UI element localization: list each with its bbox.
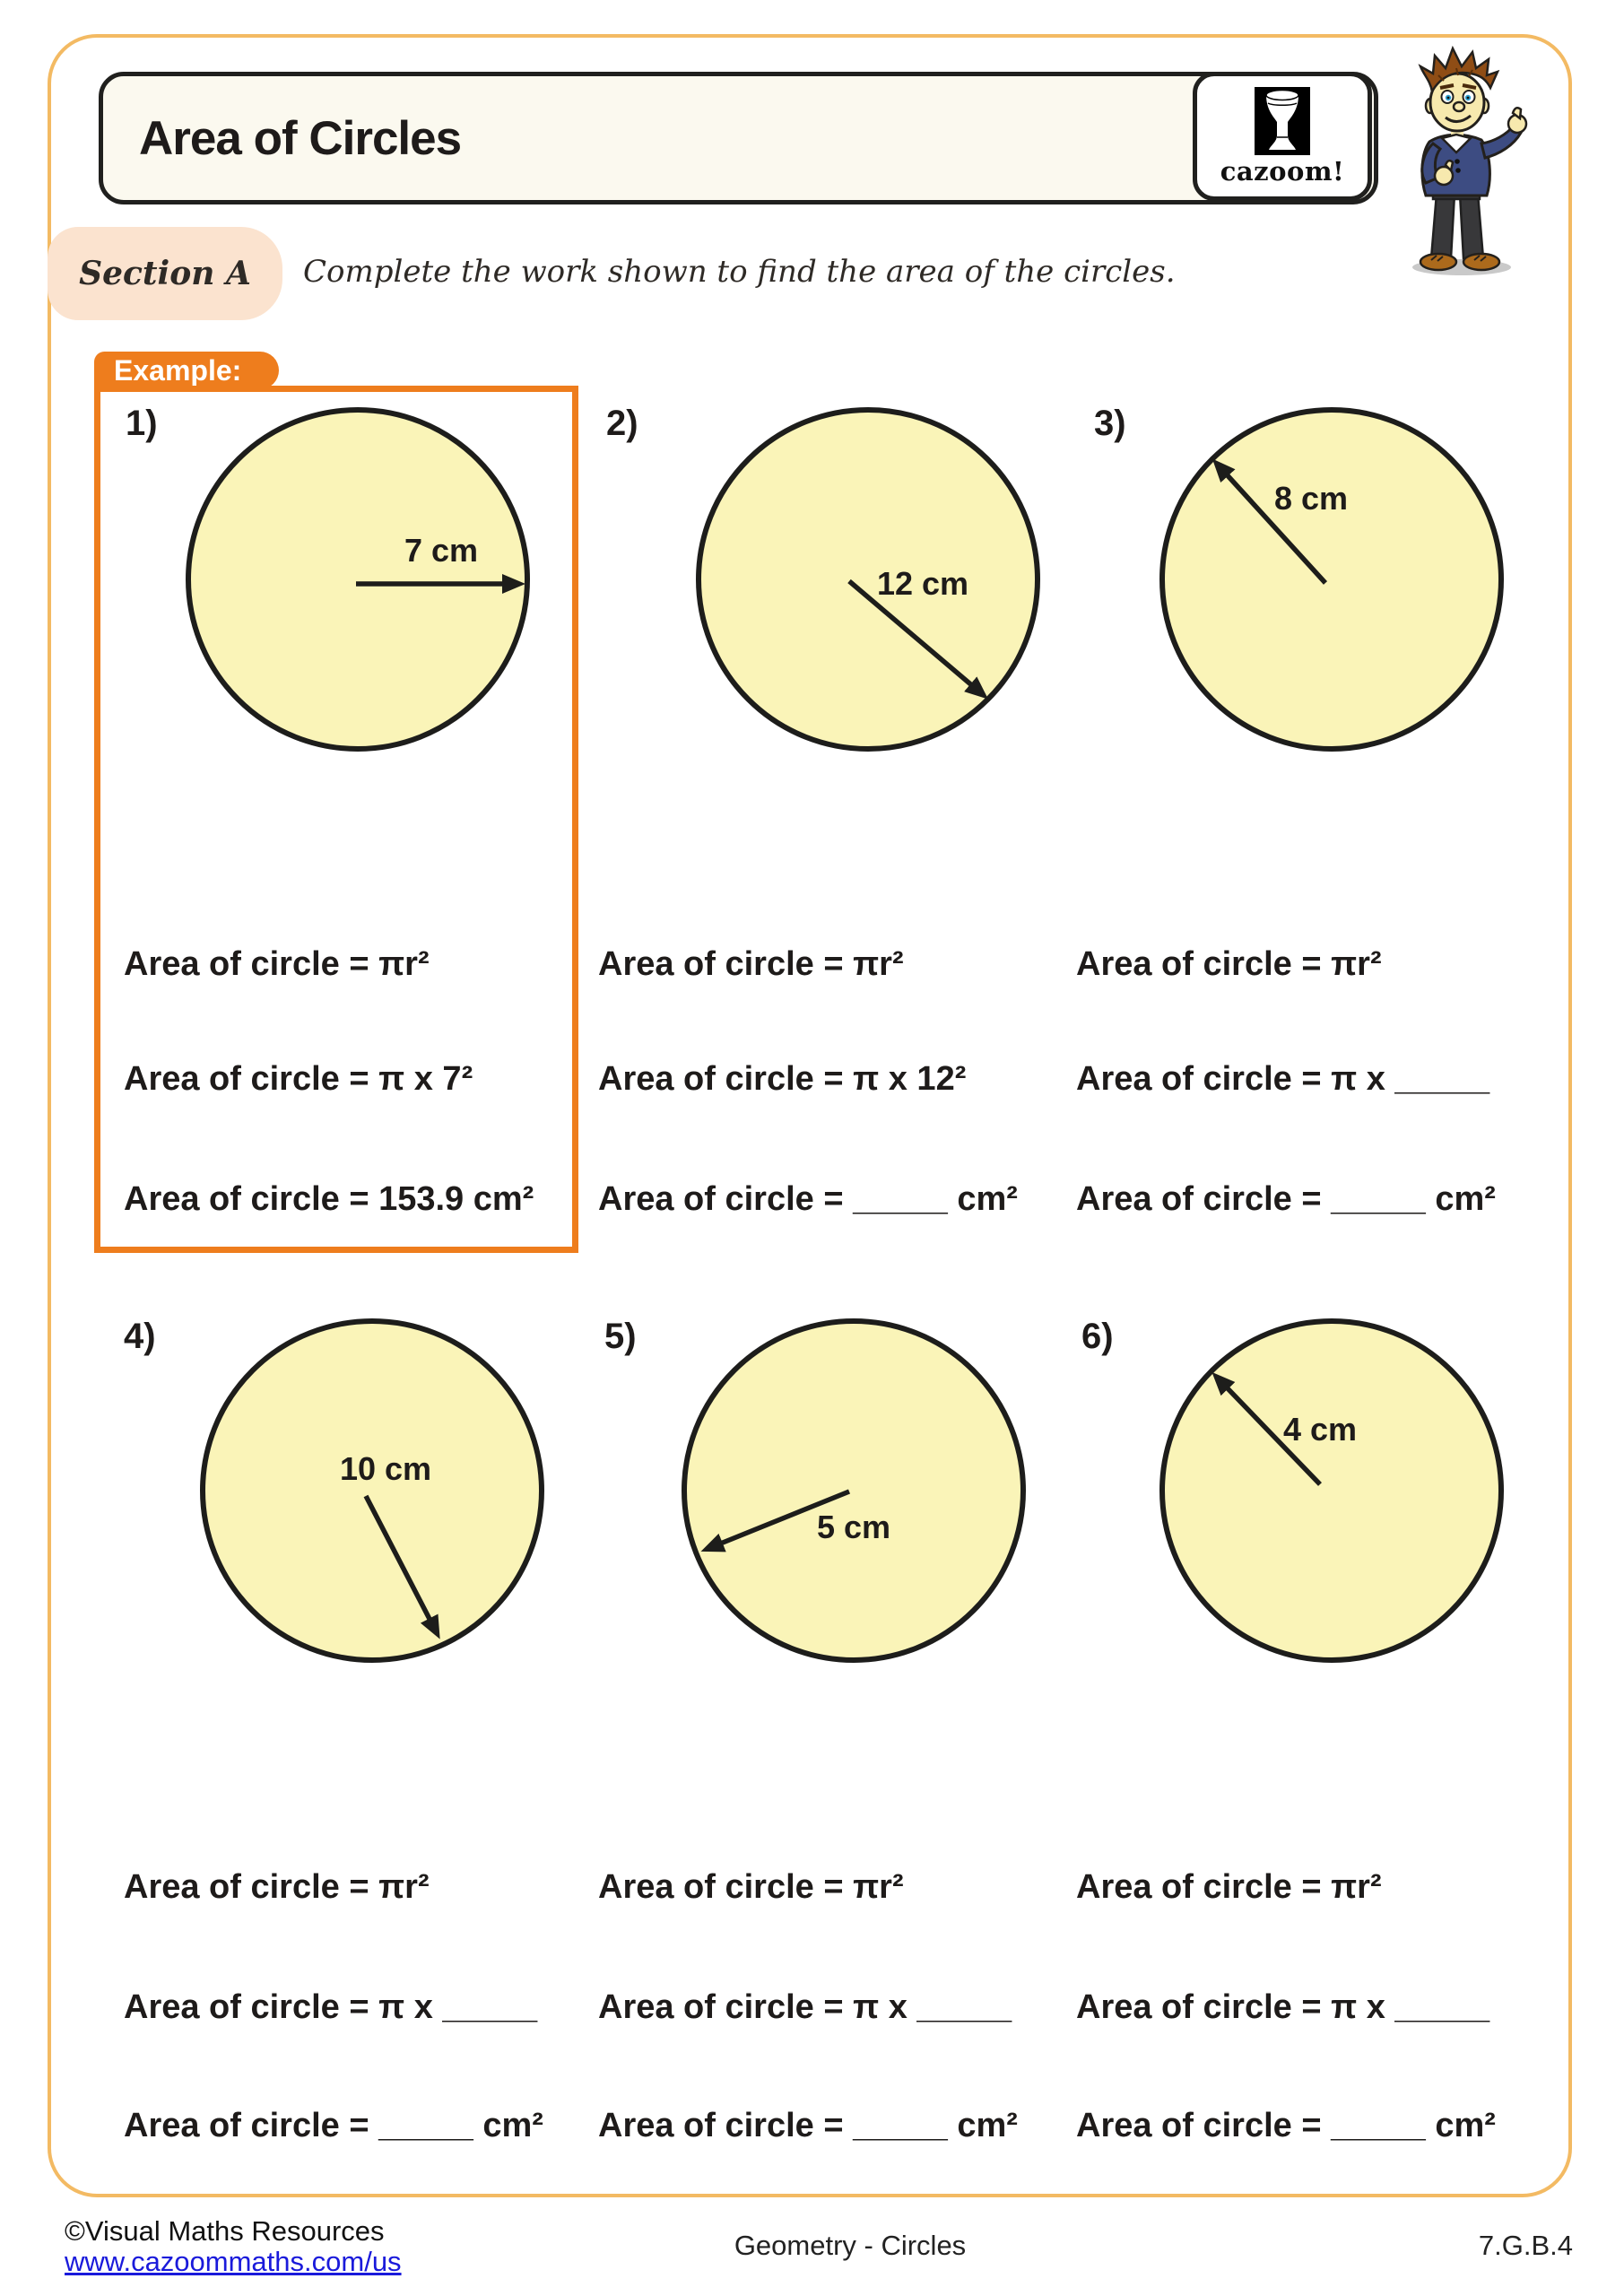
problem-2-formula-2: Area of circle = π x 12² [598,1060,967,1098]
cazoom-logo-badge [1193,72,1372,201]
logo-wordmark: cazoom! [1220,155,1345,187]
problem-3-formula-3: Area of circle = _____ cm² [1076,1180,1496,1218]
radius-label: 8 cm [1273,480,1349,517]
problem-6-formula-2: Area of circle = π x _____ [1076,1988,1490,2026]
problem-2-formula-1: Area of circle = πr² [598,945,904,983]
problem-4-formula-1: Area of circle = πr² [124,1868,430,1906]
footer-url-link[interactable]: www.cazoommaths.com/us [65,2246,402,2277]
circle-figure-1 [178,400,537,759]
problem-2-formula-3: Area of circle = _____ cm² [598,1180,1018,1218]
drum-icon [1255,87,1310,155]
problem-1-formula-2: Area of circle = π x 7² [124,1060,473,1098]
problem-4-formula-3: Area of circle = _____ cm² [124,2107,543,2144]
footer-standard-code: 7.G.B.4 [1478,2230,1573,2261]
problem-5-formula-2: Area of circle = π x _____ [598,1988,1012,2026]
circle-figure-5 [674,1311,1033,1670]
header-box [99,72,1378,204]
section-instruction: Complete the work shown to find the area of the circles. [303,254,1176,290]
circle-figure-3 [1152,400,1511,759]
section-badge [48,227,282,320]
footer-copyright: ©Visual Maths Resources [65,2215,385,2247]
radius-label: 12 cm [876,565,969,602]
problem-6-formula-3: Area of circle = _____ cm² [1076,2107,1496,2144]
problem-2-number: 2) [606,404,638,443]
problem-1-formula-3: Area of circle = 153.9 cm² [124,1180,534,1218]
problem-5-number: 5) [604,1317,637,1356]
radius-label: 7 cm [404,532,479,569]
problem-1-formula-1: Area of circle = πr² [124,945,430,983]
circle-figure-2 [689,400,1047,759]
radius-label: 5 cm [816,1509,891,1545]
problem-5-formula-3: Area of circle = _____ cm² [598,2107,1018,2144]
mascot-character [1381,45,1533,280]
problem-3-number: 3) [1094,404,1126,443]
footer-topic: Geometry - Circles [734,2230,967,2261]
radius-label: 4 cm [1282,1411,1358,1448]
problem-3-formula-1: Area of circle = πr² [1076,945,1382,983]
problem-3-formula-2: Area of circle = π x _____ [1076,1060,1490,1098]
radius-label: 10 cm [339,1450,432,1487]
example-tab: Example: [94,352,279,389]
problem-1-number: 1) [126,404,158,443]
problem-5-formula-1: Area of circle = πr² [598,1868,904,1906]
problem-6-formula-1: Area of circle = πr² [1076,1868,1382,1906]
circle-figure-6 [1152,1311,1511,1670]
problem-6-number: 6) [1081,1317,1114,1356]
problem-4-formula-2: Area of circle = π x _____ [124,1988,538,2026]
page-title: Area of Circles [139,111,462,165]
section-label: Section A [79,255,251,292]
problem-4-number: 4) [124,1317,156,1356]
circle-figure-4 [193,1311,551,1670]
